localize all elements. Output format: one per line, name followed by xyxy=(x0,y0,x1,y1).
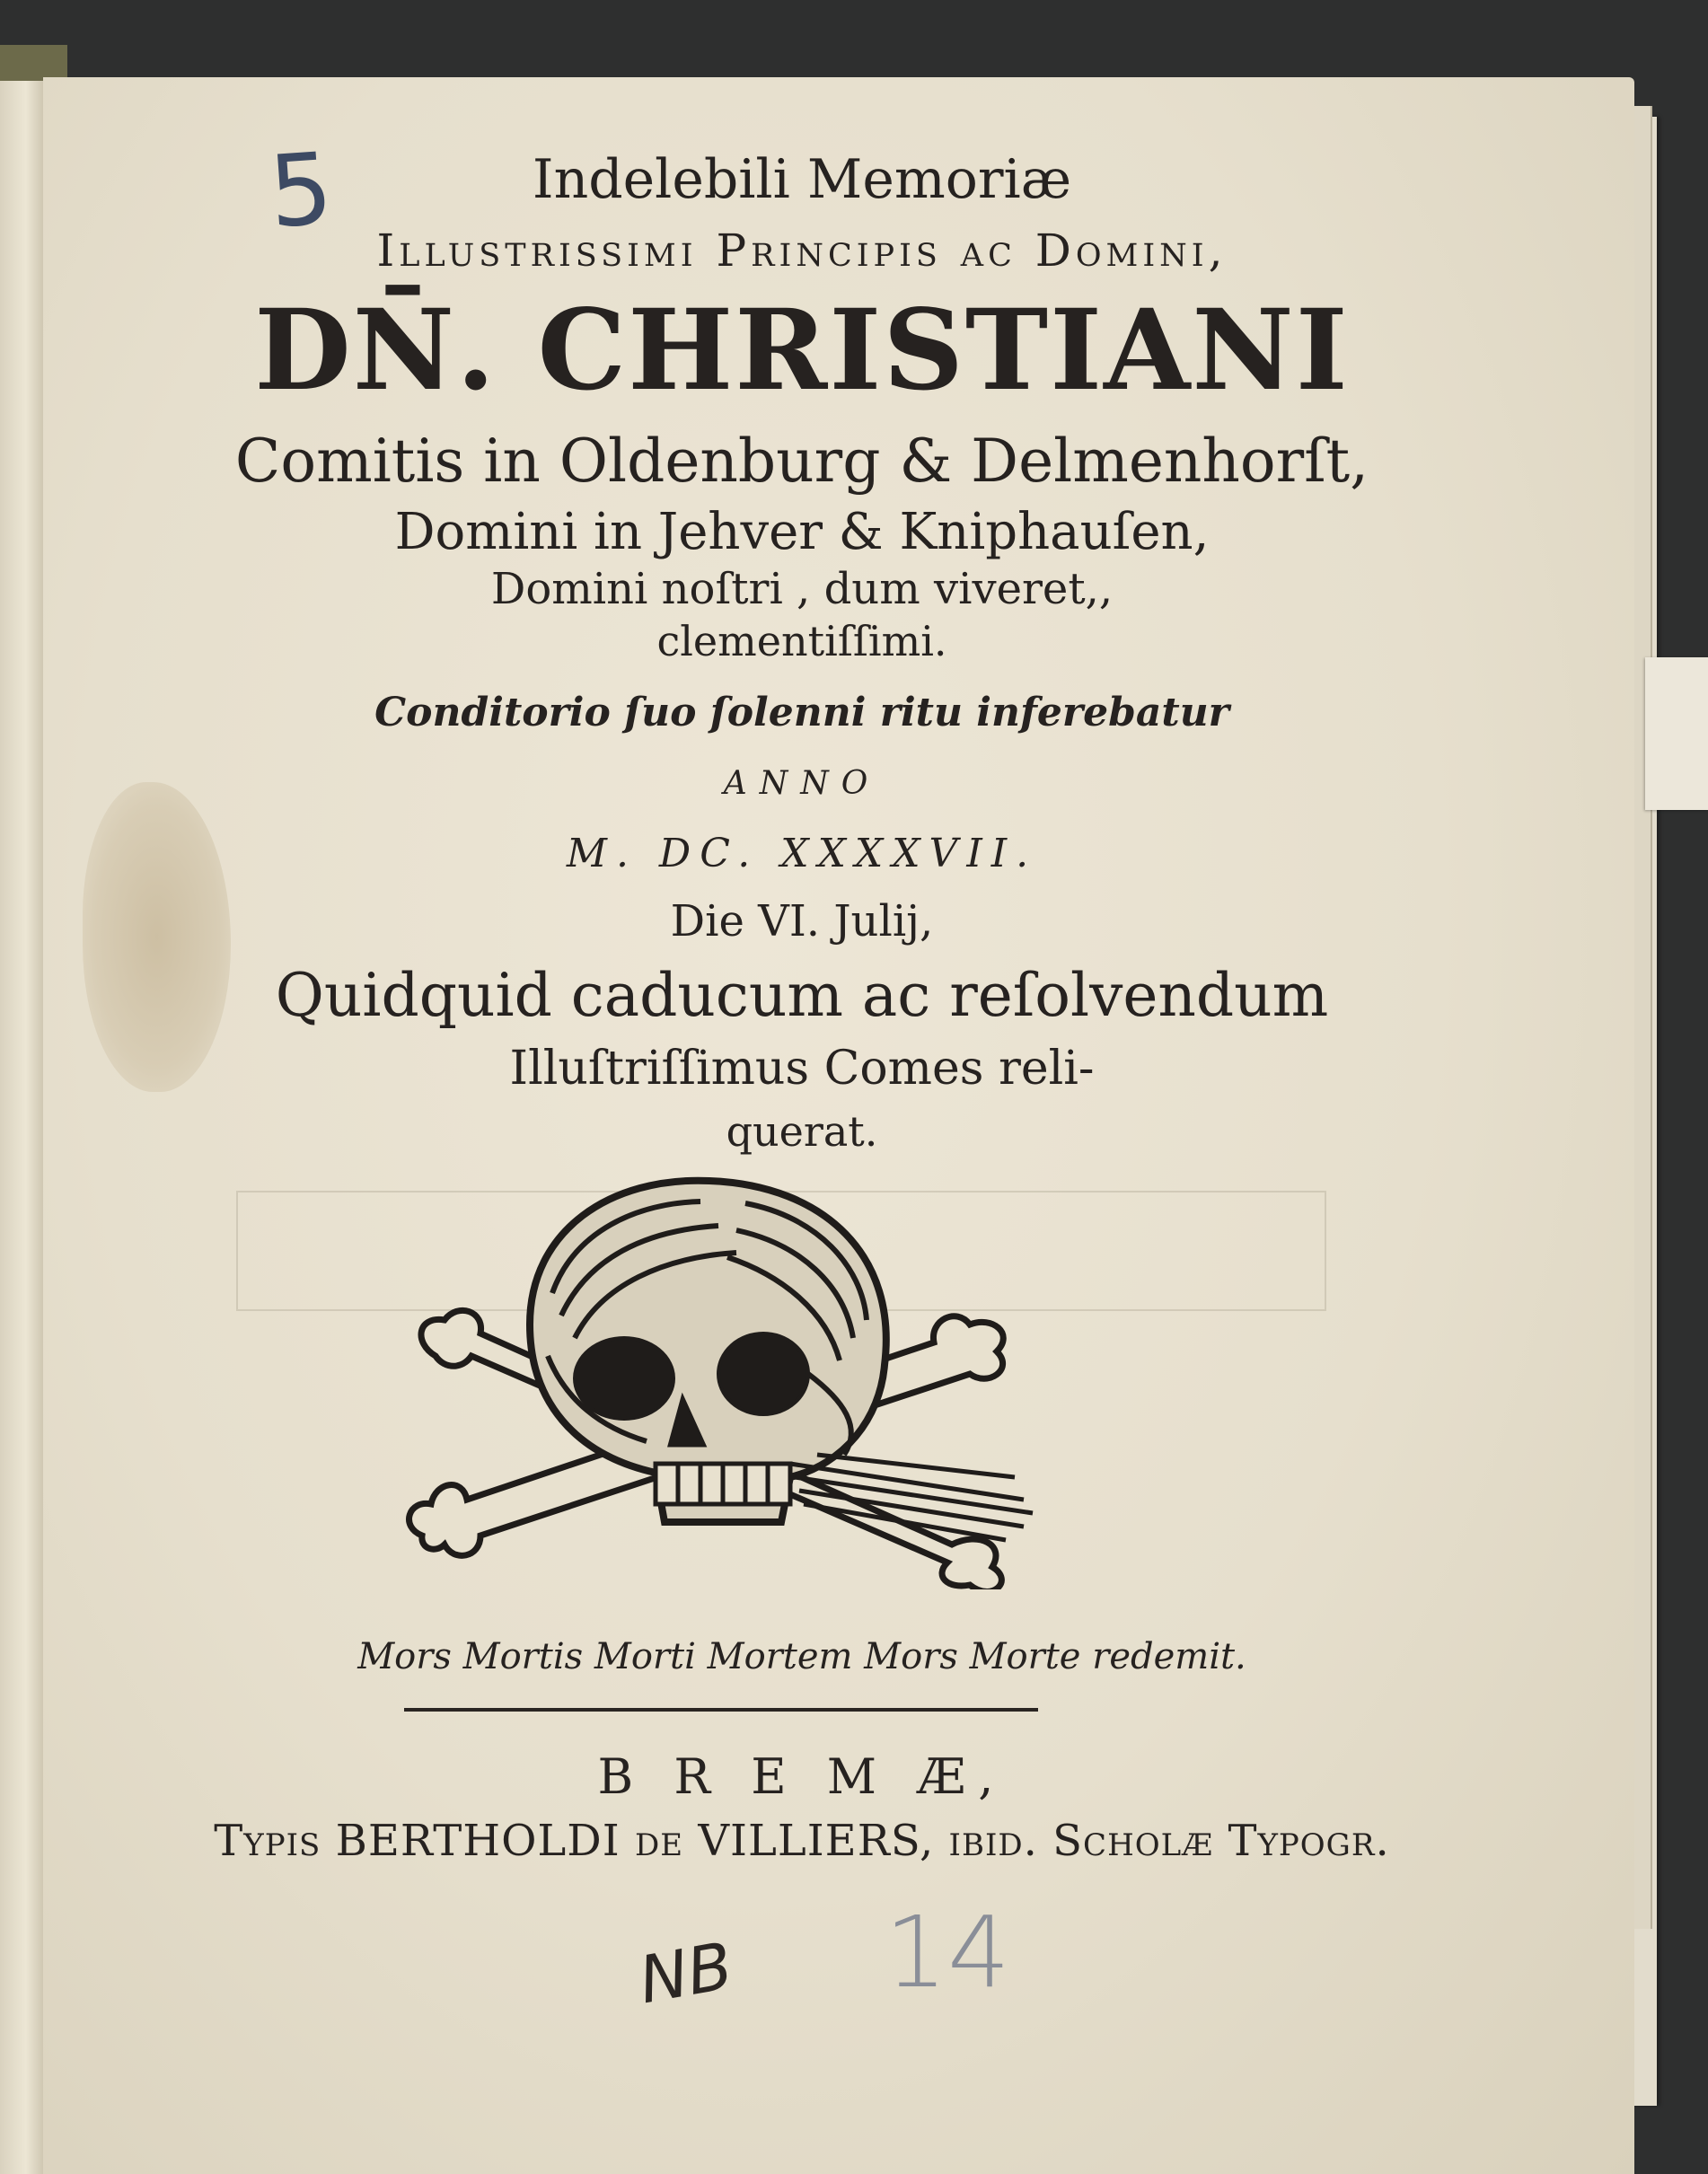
skull-crossbones-woodcut xyxy=(395,1167,1078,1589)
horizontal-rule xyxy=(404,1708,1038,1712)
title-line-4: Comitis in Oldenburg & Delmenhorſt, xyxy=(234,427,1369,496)
imprint-printer: Typis BERTHOLDI de VILLIERS, ibid. Scholæ Typogr. xyxy=(214,1816,1390,1866)
manuscript-monogram: NB xyxy=(633,1927,738,2019)
manuscript-number-top: 5 xyxy=(265,130,337,251)
title-line-2: Illustrissimi Principis ac Domini, xyxy=(376,224,1228,277)
title-line-5: Domini in Jehver & Kniphauſen, xyxy=(394,503,1210,561)
title-line-1: Indelebili Memoriæ xyxy=(532,148,1072,211)
title-line-14: querat. xyxy=(726,1107,878,1156)
title-line-7: clementiſſimi. xyxy=(656,617,947,665)
title-year: M. DC. XXXXVII. xyxy=(566,831,1038,876)
title-line-8: Conditorio ſuo ſolenni ritu inferebatur xyxy=(374,690,1229,735)
motto-line: Mors Mortis Morti Mortem Mors Morte redemit. xyxy=(357,1636,1246,1677)
left-facing-page-edge xyxy=(0,49,43,2174)
imprint-city: B R E M Æ, xyxy=(597,1748,1007,1805)
manuscript-number-bottom: 14 xyxy=(885,1895,1010,2010)
title-line-12: Quidquid caducum ac reſolvendum xyxy=(275,961,1329,1030)
bookmark-strip xyxy=(1645,657,1708,810)
left-tab xyxy=(0,45,67,81)
title-date: Die VI. Julij, xyxy=(670,896,934,946)
title-line-13: Illuſtriſſimus Comes reli- xyxy=(509,1042,1095,1096)
title-name: DN̄. CHRISTIANI xyxy=(254,286,1350,416)
title-anno: ANNO xyxy=(723,765,881,802)
title-line-6: Domini noſtri , dum viveret,, xyxy=(490,564,1114,614)
